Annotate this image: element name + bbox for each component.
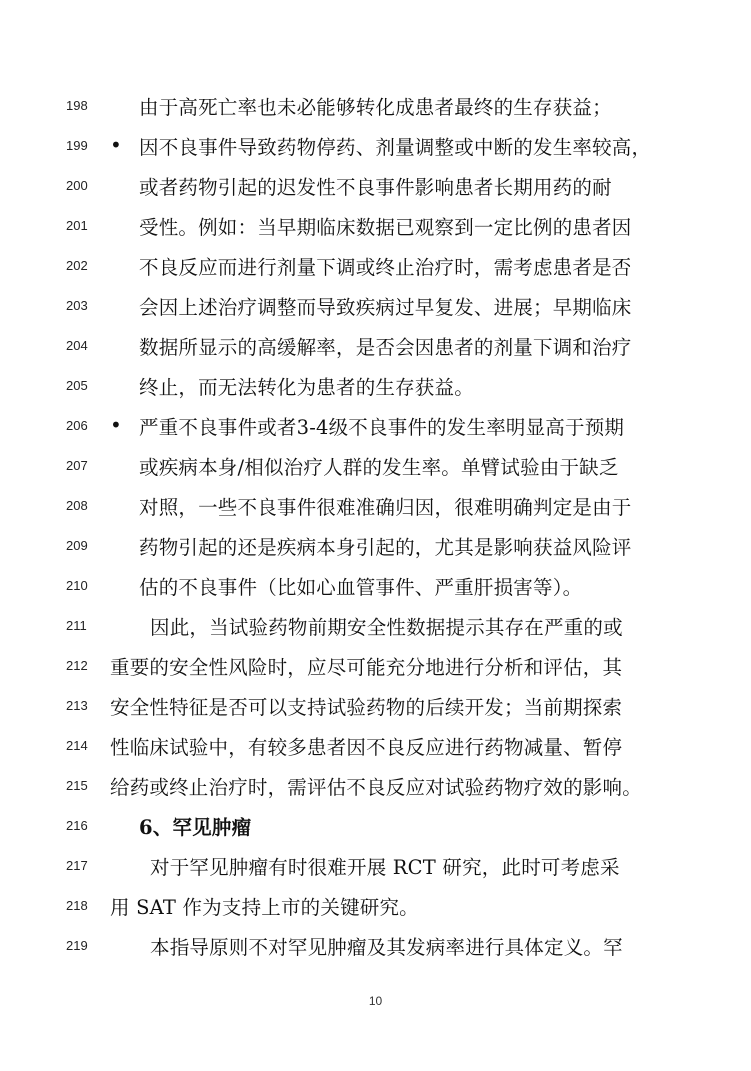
line-number: 205 [66,378,88,393]
line-text: 会因上述治疗调整而导致疾病过早复发、进展；早期临床 [139,296,632,319]
text-line [0,728,751,768]
line-text: 本指导原则不对罕见肿瘤及其发病率进行具体定义。罕 [150,936,623,959]
text-line [0,128,751,168]
line-text: 因此，当试验药物前期安全性数据提示其存在严重的或 [150,616,623,639]
section-heading: 6、罕见肿瘤 [139,816,252,839]
line-text: 重要的安全性风险时，应尽可能充分地进行分析和评估，其 [110,656,623,679]
line-text: 不良反应而进行剂量下调或终止治疗时，需考虑患者是否 [139,256,632,279]
text-line [0,248,751,288]
text-line [0,288,751,328]
line-number: 215 [66,778,88,793]
line-text: 或疾病本身/相似治疗人群的发生率。单臂试验由于缺乏 [139,456,619,479]
line-text: 由于高死亡率也未必能够转化成患者最终的生存获益； [139,96,612,119]
line-text: 终止，而无法转化为患者的生存获益。 [139,376,474,399]
text-line [0,608,751,648]
text-line [0,368,751,408]
line-number: 202 [66,258,88,273]
line-text: 严重不良事件或者3-4级不良事件的发生率明显高于预期 [139,416,625,439]
bullet-icon: • [110,413,122,437]
line-number: 214 [66,738,88,753]
line-number: 204 [66,338,88,353]
line-number: 198 [66,98,88,113]
line-text: 因不良事件导致药物停药、剂量调整或中断的发生率较高， [139,136,652,159]
line-text: 数据所显示的高缓解率，是否会因患者的剂量下调和治疗 [139,336,632,359]
bullet-icon: • [110,133,122,157]
line-number: 216 [66,818,88,833]
page-number: 10 [368,994,383,1008]
line-number: 207 [66,458,88,473]
line-number: 206 [66,418,88,433]
line-text: 安全性特征是否可以支持试验药物的后续开发；当前期探索 [110,696,623,719]
line-number: 210 [66,578,88,593]
text-line [0,568,751,608]
line-text: 性临床试验中，有较多患者因不良反应进行药物减量、暂停 [110,736,623,759]
text-line [0,488,751,528]
text-line [0,648,751,688]
text-line [0,208,751,248]
text-line [0,328,751,368]
text-line [0,888,751,928]
line-number: 203 [66,298,88,313]
line-text: 药物引起的还是疾病本身引起的，尤其是影响获益风险评 [139,536,632,559]
text-line [0,928,751,968]
text-line [0,768,751,808]
line-number: 201 [66,218,88,233]
text-line [0,88,751,128]
line-text: 对于罕见肿瘤有时很难开展 RCT 研究，此时可考虑采 [150,856,620,879]
line-text: 对照，一些不良事件很难准确归因，很难明确判定是由于 [139,496,632,519]
text-line [0,448,751,488]
line-text: 受性。例如：当早期临床数据已观察到一定比例的患者因 [139,216,632,239]
line-number: 212 [66,658,88,673]
text-line [0,168,751,208]
line-number: 211 [66,618,87,633]
text-line [0,688,751,728]
text-line [0,808,751,848]
text-line [0,528,751,568]
line-text: 用 SAT 作为支持上市的关键研究。 [110,896,419,919]
line-number: 219 [66,938,88,953]
line-text: 估的不良事件（比如心血管事件、严重肝损害等）。 [139,576,583,599]
text-line [0,408,751,448]
text-line [0,848,751,888]
line-number: 200 [66,178,88,193]
line-text: 给药或终止治疗时，需评估不良反应对试验药物疗效的影响。 [110,776,642,799]
line-number: 218 [66,898,88,913]
line-number: 217 [66,858,88,873]
line-number: 213 [66,698,88,713]
line-number: 208 [66,498,88,513]
line-number: 209 [66,538,88,553]
line-number: 199 [66,138,88,153]
line-text: 或者药物引起的迟发性不良事件影响患者长期用药的耐 [139,176,612,199]
